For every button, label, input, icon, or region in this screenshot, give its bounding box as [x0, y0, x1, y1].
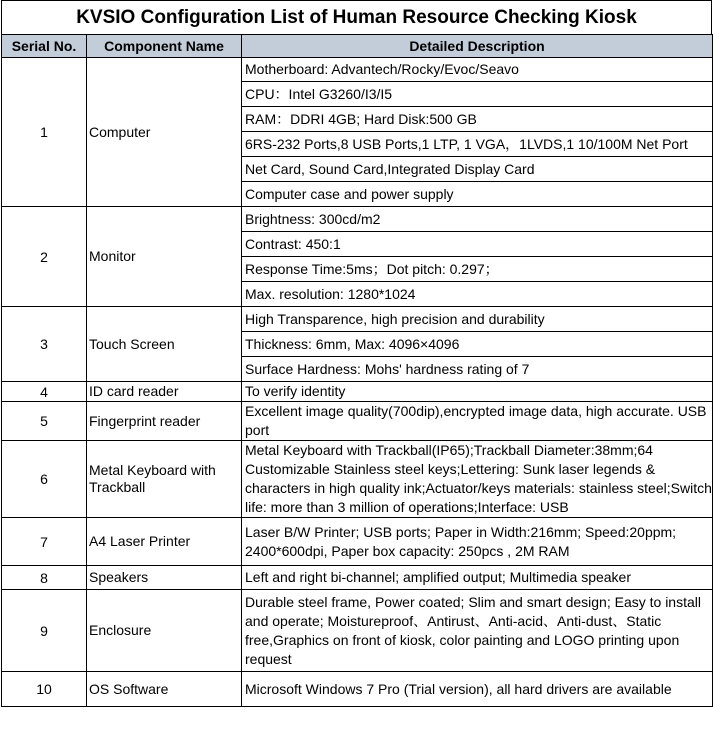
table-row — [2, 566, 713, 590]
serial-cell: 8 — [2, 566, 87, 590]
description-cell: Net Card, Sound Card,Integrated Display Card — [242, 157, 713, 182]
serial-cell: 1 — [2, 58, 87, 207]
component-name-cell: Speakers — [87, 566, 242, 590]
description-cell: RAM：DDRI 4GB; Hard Disk:500 GB — [242, 107, 713, 132]
description-cell: Brightness: 300cd/m2 — [242, 207, 713, 232]
description-cell: Microsoft Windows 7 Pro (Trial version), all hard drivers are available — [242, 672, 713, 707]
component-name-cell: ID card reader — [87, 382, 242, 402]
description-cell: 6RS-232 Ports,8 USB Ports,1 LTP, 1 VGA，1LVDS,1 10/100M Net Port — [242, 132, 713, 157]
header-serial: Serial No. — [2, 35, 87, 58]
description-cell: Surface Hardness: Mohs' hardness rating of 7 — [242, 357, 713, 382]
description-cell: Laser B/W Printer; USB ports; Paper in Width:216mm; Speed:20ppm; 2400*600dpi, Paper box capacity: 250pcs , 2M RAM — [242, 518, 713, 566]
description-cell: Excellent image quality(700dip),encrypted image data, high accurate. USB port — [242, 402, 713, 441]
component-name-cell: A4 Laser Printer — [87, 518, 242, 566]
table-row — [2, 402, 713, 441]
serial-cell: 7 — [2, 518, 87, 566]
header-row — [2, 35, 713, 58]
description-cell: Response Time:5ms；Dot pitch: 0.297； — [242, 257, 713, 282]
table-row — [2, 518, 713, 566]
sheet-title: KVSIO Configuration List of Human Resource Checking Kiosk — [1, 0, 712, 34]
component-name-cell: OS Software — [87, 672, 242, 707]
component-name-cell: Monitor — [87, 207, 242, 307]
table-row — [2, 307, 713, 332]
serial-cell: 3 — [2, 307, 87, 382]
serial-cell: 6 — [2, 441, 87, 518]
description-cell: Motherboard: Advantech/Rocky/Evoc/Seavo — [242, 58, 713, 82]
description-cell: Max. resolution: 1280*1024 — [242, 282, 713, 307]
serial-cell: 10 — [2, 672, 87, 707]
component-name-cell: Fingerprint reader — [87, 402, 242, 441]
component-name-cell: Metal Keyboard with Trackball — [87, 441, 242, 518]
table-body — [2, 58, 713, 707]
table-row — [2, 58, 713, 82]
component-name-cell: Enclosure — [87, 590, 242, 672]
serial-cell: 9 — [2, 590, 87, 672]
description-cell: CPU：Intel G3260/I3/I5 — [242, 82, 713, 107]
header-component: Component Name — [87, 35, 242, 58]
serial-cell: 4 — [2, 382, 87, 402]
component-name-cell: Computer — [87, 58, 242, 207]
table-row — [2, 672, 713, 707]
description-cell: Durable steel frame, Power coated; Slim and smart design; Easy to install and operate; Moistureproof、Antirust、Anti-acid、Anti-dust、Static free,Graphics on front of kiosk, color painting and LOGO printing upon request — [242, 590, 713, 672]
description-cell: Left and right bi-channel; amplified output; Multimedia speaker — [242, 566, 713, 590]
description-cell: To verify identity — [242, 382, 713, 402]
description-cell: Contrast: 450:1 — [242, 232, 713, 257]
description-cell: Metal Keyboard with Trackball(IP65);Trackball Diameter:38mm;64 Customizable Stainless steel keys;Lettering: Sunk laser legends & characters in high quality ink;Actuator/keys materials: stainless steel;Switch life: more than 3 million of operations;Interface: USB — [242, 441, 713, 518]
table-row — [2, 207, 713, 232]
table-row — [2, 382, 713, 402]
configuration-table — [1, 34, 713, 707]
header-description: Detailed Description — [242, 35, 713, 58]
serial-cell: 5 — [2, 402, 87, 441]
component-name-cell: Touch Screen — [87, 307, 242, 382]
table-row — [2, 590, 713, 672]
description-cell: High Transparence, high precision and durability — [242, 307, 713, 332]
configuration-sheet — [1, 0, 712, 707]
description-cell: Thickness: 6mm, Max: 4096×4096 — [242, 332, 713, 357]
serial-cell: 2 — [2, 207, 87, 307]
description-cell: Computer case and power supply — [242, 182, 713, 207]
table-row — [2, 441, 713, 518]
